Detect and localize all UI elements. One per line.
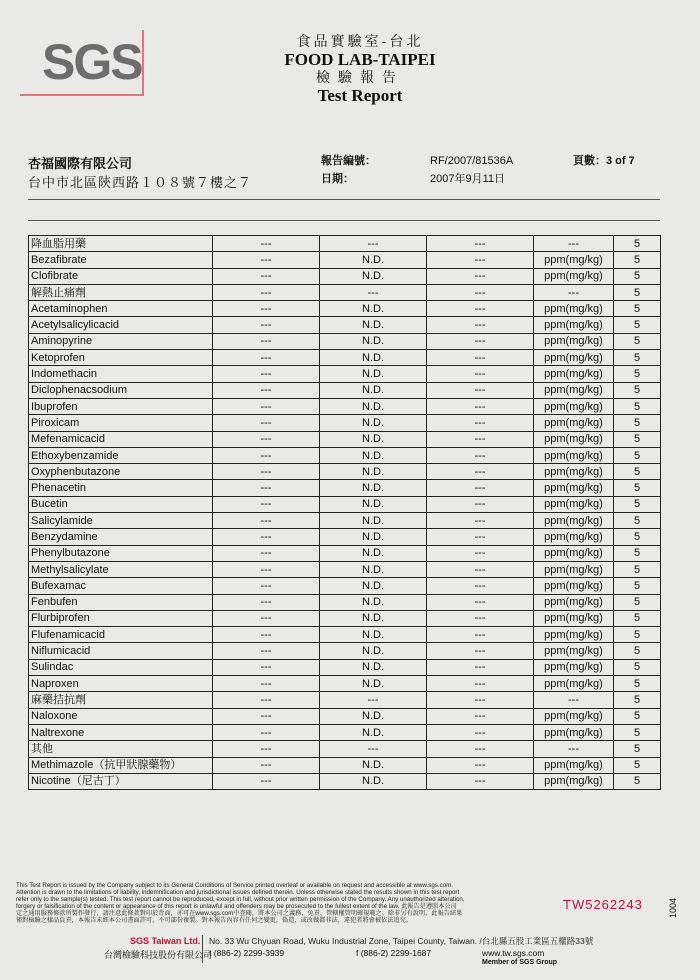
analyte-name-cell: Aminopyrine bbox=[29, 333, 213, 349]
result-cell: --- bbox=[320, 284, 427, 300]
result-cell: --- bbox=[213, 236, 320, 252]
result-cell: N.D. bbox=[320, 464, 427, 480]
result-cell: ppm(mg/kg) bbox=[534, 268, 614, 284]
result-cell: 5 bbox=[614, 757, 661, 773]
result-cell: --- bbox=[427, 757, 534, 773]
table-row bbox=[29, 561, 661, 577]
result-cell: ppm(mg/kg) bbox=[534, 610, 614, 626]
analyte-name-cell: Salicylamide bbox=[29, 513, 213, 529]
result-cell: N.D. bbox=[320, 447, 427, 463]
analyte-name-cell: Sulindac bbox=[29, 659, 213, 675]
result-cell: --- bbox=[213, 659, 320, 675]
result-cell: ppm(mg/kg) bbox=[534, 708, 614, 724]
result-cell: N.D. bbox=[320, 513, 427, 529]
result-cell: 5 bbox=[614, 284, 661, 300]
analyte-name-cell: 解熱止痛劑 bbox=[29, 284, 213, 300]
result-cell: 5 bbox=[614, 676, 661, 692]
result-cell: --- bbox=[427, 496, 534, 512]
table-row bbox=[29, 545, 661, 561]
result-cell: --- bbox=[213, 513, 320, 529]
report-title-english: Test Report bbox=[317, 86, 403, 105]
analyte-name-cell: Ibuprofen bbox=[29, 398, 213, 414]
result-cell: 5 bbox=[614, 480, 661, 496]
result-cell: ppm(mg/kg) bbox=[534, 317, 614, 333]
table-row bbox=[29, 236, 661, 252]
result-cell: N.D. bbox=[320, 382, 427, 398]
result-cell: ppm(mg/kg) bbox=[534, 659, 614, 675]
analyte-name-cell: Oxyphenbutazone bbox=[29, 464, 213, 480]
result-cell: 5 bbox=[614, 561, 661, 577]
result-cell: ppm(mg/kg) bbox=[534, 757, 614, 773]
company-name-chinese: 台灣檢驗科技股份有限公司 bbox=[104, 950, 213, 960]
analyte-name-cell: Ethoxybenzamide bbox=[29, 447, 213, 463]
result-cell: N.D. bbox=[320, 610, 427, 626]
result-cell: --- bbox=[427, 382, 534, 398]
result-cell: --- bbox=[213, 545, 320, 561]
report-date: 2007年9月11日 bbox=[430, 173, 506, 185]
result-cell: --- bbox=[427, 708, 534, 724]
result-cell: --- bbox=[213, 708, 320, 724]
result-cell: ppm(mg/kg) bbox=[534, 447, 614, 463]
result-cell: 5 bbox=[614, 447, 661, 463]
analyte-name-cell: Methimazole（抗甲狀腺藥物） bbox=[29, 757, 213, 773]
result-cell: --- bbox=[213, 529, 320, 545]
result-cell: 5 bbox=[614, 643, 661, 659]
result-cell: --- bbox=[213, 578, 320, 594]
result-cell: --- bbox=[534, 692, 614, 708]
table-row bbox=[29, 610, 661, 626]
disclaimer-line: refer only to the sample(s) tested. This test report cannot be reproduced, except in full, without prior written permission of the Company. Any unauthorized alteration, bbox=[16, 896, 465, 903]
result-cell: N.D. bbox=[320, 561, 427, 577]
result-cell: 5 bbox=[614, 236, 661, 252]
result-cell: --- bbox=[534, 284, 614, 300]
report-header bbox=[230, 33, 490, 105]
results-table-body bbox=[29, 236, 661, 790]
result-cell: N.D. bbox=[320, 252, 427, 268]
table-row bbox=[29, 350, 661, 366]
result-cell: --- bbox=[427, 268, 534, 284]
table-row bbox=[29, 268, 661, 284]
result-cell: --- bbox=[427, 301, 534, 317]
result-cell: 5 bbox=[614, 415, 661, 431]
result-cell: ppm(mg/kg) bbox=[534, 513, 614, 529]
client-block bbox=[28, 154, 252, 192]
result-cell: 5 bbox=[614, 317, 661, 333]
table-row bbox=[29, 382, 661, 398]
result-cell: N.D. bbox=[320, 594, 427, 610]
table-row bbox=[29, 415, 661, 431]
analyte-name-cell: Flurbiprofen bbox=[29, 610, 213, 626]
client-name: 杏福國際有限公司 bbox=[28, 156, 133, 171]
disclaimer-line: 僅對檢驗之樣品負責，本報告未經本公司書面許可，不可部份複製。對本報告內容有任何之變更，偽造，或改做都非法，違犯者將會被依法追究。 bbox=[16, 917, 412, 924]
result-cell: --- bbox=[213, 415, 320, 431]
result-cell: --- bbox=[427, 366, 534, 382]
analyte-name-cell: Acetaminophen bbox=[29, 301, 213, 317]
result-cell: --- bbox=[213, 480, 320, 496]
company-fax: f (886-2) 2299-1687 bbox=[356, 948, 432, 958]
result-cell: --- bbox=[213, 757, 320, 773]
analyte-name-cell: Bucetin bbox=[29, 496, 213, 512]
page-count bbox=[573, 152, 635, 168]
table-row bbox=[29, 496, 661, 512]
table-row bbox=[29, 252, 661, 268]
result-cell: --- bbox=[213, 741, 320, 757]
analyte-name-cell: Indomethacin bbox=[29, 366, 213, 382]
document-code: TW5262243 bbox=[563, 897, 643, 912]
analyte-name-cell: 麻藥拮抗劑 bbox=[29, 692, 213, 708]
analyte-name-cell: Diclophenacsodium bbox=[29, 382, 213, 398]
analyte-name-cell: Niflumicacid bbox=[29, 643, 213, 659]
result-cell: --- bbox=[427, 464, 534, 480]
report-date-label: 日期： bbox=[321, 173, 354, 185]
disclaimer-line: forgery or falsification of the content or appearance of this report is unlawful and offenders may be prosecuted to the fullest extent of the law. 此報告是遵照本公司 bbox=[16, 903, 457, 910]
table-row bbox=[29, 724, 661, 740]
result-cell: --- bbox=[213, 301, 320, 317]
result-cell: --- bbox=[213, 464, 320, 480]
analyte-name-cell: Ketoprofen bbox=[29, 350, 213, 366]
result-cell: N.D. bbox=[320, 398, 427, 414]
result-cell: ppm(mg/kg) bbox=[534, 545, 614, 561]
result-cell: N.D. bbox=[320, 545, 427, 561]
analyte-name-cell: Phenylbutazone bbox=[29, 545, 213, 561]
result-cell: --- bbox=[427, 724, 534, 740]
result-cell: --- bbox=[213, 724, 320, 740]
result-cell: 5 bbox=[614, 773, 661, 789]
result-cell: --- bbox=[427, 284, 534, 300]
result-cell: 5 bbox=[614, 366, 661, 382]
table-row bbox=[29, 480, 661, 496]
result-cell: 5 bbox=[614, 513, 661, 529]
result-cell: ppm(mg/kg) bbox=[534, 415, 614, 431]
result-cell: N.D. bbox=[320, 773, 427, 789]
analyte-name-cell: Naltrexone bbox=[29, 724, 213, 740]
result-cell: 5 bbox=[614, 578, 661, 594]
result-cell: N.D. bbox=[320, 724, 427, 740]
company-footer bbox=[0, 930, 700, 980]
result-cell: 5 bbox=[614, 741, 661, 757]
table-row bbox=[29, 627, 661, 643]
disclaimer-line: Attention is drawn to the limitations of liability, indemnification and jurisdictional issues defined therein. Unless otherwise stated the results shown in this test report bbox=[16, 889, 460, 896]
company-website[interactable]: www.tw.sgs.com bbox=[482, 948, 545, 958]
result-cell: --- bbox=[427, 431, 534, 447]
table-row bbox=[29, 529, 661, 545]
result-cell: 5 bbox=[614, 333, 661, 349]
analyte-name-cell: Methylsalicylate bbox=[29, 561, 213, 577]
result-cell: 5 bbox=[614, 610, 661, 626]
result-cell: 5 bbox=[614, 659, 661, 675]
result-cell: --- bbox=[213, 284, 320, 300]
result-cell: N.D. bbox=[320, 529, 427, 545]
result-cell: ppm(mg/kg) bbox=[534, 496, 614, 512]
result-cell: N.D. bbox=[320, 578, 427, 594]
page-value: 3 of 7 bbox=[606, 155, 635, 167]
table-row bbox=[29, 333, 661, 349]
analyte-name-cell: Mefenamicacid bbox=[29, 431, 213, 447]
disclaimer-line: This Test Report is issued by the Company subject to its General Conditions of Service printed overleaf or available on request and accessible at www.sgs.com. bbox=[16, 882, 454, 889]
analyte-name-cell: Phenacetin bbox=[29, 480, 213, 496]
table-row bbox=[29, 431, 661, 447]
result-cell: --- bbox=[427, 480, 534, 496]
result-cell: --- bbox=[213, 252, 320, 268]
result-cell: --- bbox=[427, 561, 534, 577]
analyte-name-cell: Fenbufen bbox=[29, 594, 213, 610]
analyte-name-cell: Naproxen bbox=[29, 676, 213, 692]
side-number: 1004 bbox=[668, 897, 678, 918]
result-cell: --- bbox=[427, 333, 534, 349]
result-cell: N.D. bbox=[320, 627, 427, 643]
analyte-name-cell: Bezafibrate bbox=[29, 252, 213, 268]
result-cell: --- bbox=[213, 317, 320, 333]
table-row bbox=[29, 741, 661, 757]
result-cell: --- bbox=[427, 252, 534, 268]
result-cell: --- bbox=[427, 236, 534, 252]
result-cell: N.D. bbox=[320, 350, 427, 366]
result-cell: --- bbox=[427, 692, 534, 708]
result-cell: --- bbox=[213, 333, 320, 349]
result-cell: 5 bbox=[614, 627, 661, 643]
result-cell: 5 bbox=[614, 268, 661, 284]
result-cell: 5 bbox=[614, 594, 661, 610]
analyte-name-cell: Bufexamac bbox=[29, 578, 213, 594]
result-cell: N.D. bbox=[320, 659, 427, 675]
result-cell: N.D. bbox=[320, 480, 427, 496]
result-cell: --- bbox=[427, 513, 534, 529]
result-cell: ppm(mg/kg) bbox=[534, 480, 614, 496]
table-row bbox=[29, 594, 661, 610]
result-cell: --- bbox=[427, 447, 534, 463]
result-cell: 5 bbox=[614, 496, 661, 512]
sgs-logo-text: SGS bbox=[42, 34, 142, 90]
result-cell: 5 bbox=[614, 301, 661, 317]
company-name-english: SGS Taiwan Ltd. bbox=[130, 936, 201, 946]
analyte-name-cell: 降血脂用藥 bbox=[29, 236, 213, 252]
result-cell: --- bbox=[427, 529, 534, 545]
result-cell: --- bbox=[427, 643, 534, 659]
result-cell: --- bbox=[427, 627, 534, 643]
result-cell: 5 bbox=[614, 708, 661, 724]
result-cell: --- bbox=[534, 741, 614, 757]
result-cell: --- bbox=[213, 692, 320, 708]
result-cell: --- bbox=[213, 773, 320, 789]
analyte-name-cell: Naloxone bbox=[29, 708, 213, 724]
table-row bbox=[29, 643, 661, 659]
report-meta-labels bbox=[321, 152, 376, 188]
result-cell: ppm(mg/kg) bbox=[534, 676, 614, 692]
result-cell: N.D. bbox=[320, 333, 427, 349]
table-row bbox=[29, 284, 661, 300]
result-cell: ppm(mg/kg) bbox=[534, 724, 614, 740]
result-cell: 5 bbox=[614, 431, 661, 447]
result-cell: --- bbox=[213, 610, 320, 626]
result-cell: ppm(mg/kg) bbox=[534, 643, 614, 659]
table-row bbox=[29, 676, 661, 692]
result-cell: 5 bbox=[614, 692, 661, 708]
result-cell: ppm(mg/kg) bbox=[534, 382, 614, 398]
sgs-logo bbox=[20, 30, 144, 96]
result-cell: 5 bbox=[614, 350, 661, 366]
table-row bbox=[29, 301, 661, 317]
table-row bbox=[29, 692, 661, 708]
table-row bbox=[29, 757, 661, 773]
result-cell: --- bbox=[213, 594, 320, 610]
table-row bbox=[29, 366, 661, 382]
result-cell: --- bbox=[427, 398, 534, 414]
result-cell: --- bbox=[213, 382, 320, 398]
result-cell: N.D. bbox=[320, 366, 427, 382]
table-row bbox=[29, 513, 661, 529]
result-cell: ppm(mg/kg) bbox=[534, 252, 614, 268]
result-cell: 5 bbox=[614, 545, 661, 561]
results-table bbox=[28, 235, 661, 790]
result-cell: N.D. bbox=[320, 496, 427, 512]
result-cell: --- bbox=[320, 692, 427, 708]
result-cell: --- bbox=[427, 659, 534, 675]
analyte-name-cell: Benzydamine bbox=[29, 529, 213, 545]
result-cell: --- bbox=[213, 627, 320, 643]
result-cell: --- bbox=[213, 268, 320, 284]
result-cell: --- bbox=[213, 366, 320, 382]
result-cell: ppm(mg/kg) bbox=[534, 594, 614, 610]
result-cell: N.D. bbox=[320, 301, 427, 317]
report-meta-values bbox=[430, 152, 513, 188]
result-cell: --- bbox=[427, 350, 534, 366]
result-cell: --- bbox=[427, 773, 534, 789]
client-address: 台中市北區陝西路１０８號７樓之７ bbox=[28, 175, 253, 190]
result-cell: ppm(mg/kg) bbox=[534, 431, 614, 447]
result-cell: 5 bbox=[614, 529, 661, 545]
lab-name-english: FOOD LAB-TAIPEI bbox=[284, 50, 436, 69]
result-cell: --- bbox=[213, 398, 320, 414]
analyte-name-cell: 其他 bbox=[29, 741, 213, 757]
result-cell: ppm(mg/kg) bbox=[534, 627, 614, 643]
disclaimer-line: 定之通用服務條款所製作發行，請注意此條款對印於背面，亦可在www.sgs.com中查閱，將本公司之義務、免責、管轄權管明確規範之。除非另有說明，此報告結果 bbox=[16, 910, 463, 917]
result-cell: --- bbox=[213, 350, 320, 366]
result-cell: --- bbox=[427, 578, 534, 594]
analyte-name-cell: Flufenamicacid bbox=[29, 627, 213, 643]
result-cell: 5 bbox=[614, 252, 661, 268]
result-cell: ppm(mg/kg) bbox=[534, 773, 614, 789]
result-cell: N.D. bbox=[320, 415, 427, 431]
table-row bbox=[29, 659, 661, 675]
report-title-chinese: 檢驗報告 bbox=[316, 70, 404, 86]
result-cell: N.D. bbox=[320, 317, 427, 333]
company-address: No. 33 Wu Chyuan Road, Wuku Industrial Zone, Taipei County, Taiwan. /台北縣五股工業區五權路33號 bbox=[209, 936, 594, 946]
result-cell: ppm(mg/kg) bbox=[534, 398, 614, 414]
member-of-group: Member of SGS Group bbox=[482, 959, 558, 966]
result-cell: N.D. bbox=[320, 643, 427, 659]
footer-separator bbox=[202, 935, 203, 963]
result-cell: --- bbox=[427, 317, 534, 333]
analyte-name-cell: Piroxicam bbox=[29, 415, 213, 431]
result-cell: ppm(mg/kg) bbox=[534, 464, 614, 480]
result-cell: ppm(mg/kg) bbox=[534, 350, 614, 366]
result-cell: ppm(mg/kg) bbox=[534, 301, 614, 317]
result-cell: 5 bbox=[614, 464, 661, 480]
analyte-name-cell: Clofibrate bbox=[29, 268, 213, 284]
disclaimer-text bbox=[16, 882, 556, 924]
result-cell: --- bbox=[534, 236, 614, 252]
divider bbox=[28, 220, 660, 221]
result-cell: ppm(mg/kg) bbox=[534, 578, 614, 594]
lab-name-chinese: 食品實驗室-台北 bbox=[296, 34, 424, 50]
result-cell: N.D. bbox=[320, 268, 427, 284]
result-cell: --- bbox=[213, 676, 320, 692]
result-cell: --- bbox=[427, 415, 534, 431]
result-cell: --- bbox=[427, 676, 534, 692]
divider bbox=[28, 199, 660, 200]
result-cell: ppm(mg/kg) bbox=[534, 333, 614, 349]
result-cell: 5 bbox=[614, 724, 661, 740]
result-cell: ppm(mg/kg) bbox=[534, 366, 614, 382]
result-cell: --- bbox=[213, 431, 320, 447]
result-cell: --- bbox=[213, 496, 320, 512]
result-cell: --- bbox=[213, 447, 320, 463]
table-row bbox=[29, 773, 661, 789]
result-cell: --- bbox=[427, 741, 534, 757]
result-cell: ppm(mg/kg) bbox=[534, 561, 614, 577]
report-number: RF/2007/81536A bbox=[430, 155, 514, 167]
result-cell: --- bbox=[427, 594, 534, 610]
page-label: 頁數： bbox=[573, 155, 606, 167]
result-cell: --- bbox=[213, 643, 320, 659]
result-cell: N.D. bbox=[320, 708, 427, 724]
table-row bbox=[29, 317, 661, 333]
result-cell: --- bbox=[213, 561, 320, 577]
table-row bbox=[29, 447, 661, 463]
result-cell: N.D. bbox=[320, 757, 427, 773]
table-row bbox=[29, 578, 661, 594]
result-cell: ppm(mg/kg) bbox=[534, 529, 614, 545]
analyte-name-cell: Acetylsalicylicacid bbox=[29, 317, 213, 333]
table-row bbox=[29, 398, 661, 414]
analyte-name-cell: Nicotine（尼古丁） bbox=[29, 773, 213, 789]
result-cell: --- bbox=[427, 610, 534, 626]
company-phone: t (886-2) 2299-3939 bbox=[209, 948, 285, 958]
result-cell: --- bbox=[320, 741, 427, 757]
result-cell: N.D. bbox=[320, 676, 427, 692]
result-cell: 5 bbox=[614, 398, 661, 414]
table-row bbox=[29, 464, 661, 480]
result-cell: 5 bbox=[614, 382, 661, 398]
result-cell: --- bbox=[427, 545, 534, 561]
result-cell: --- bbox=[320, 236, 427, 252]
result-cell: N.D. bbox=[320, 431, 427, 447]
report-number-label: 報告編號： bbox=[321, 155, 376, 167]
table-row bbox=[29, 708, 661, 724]
